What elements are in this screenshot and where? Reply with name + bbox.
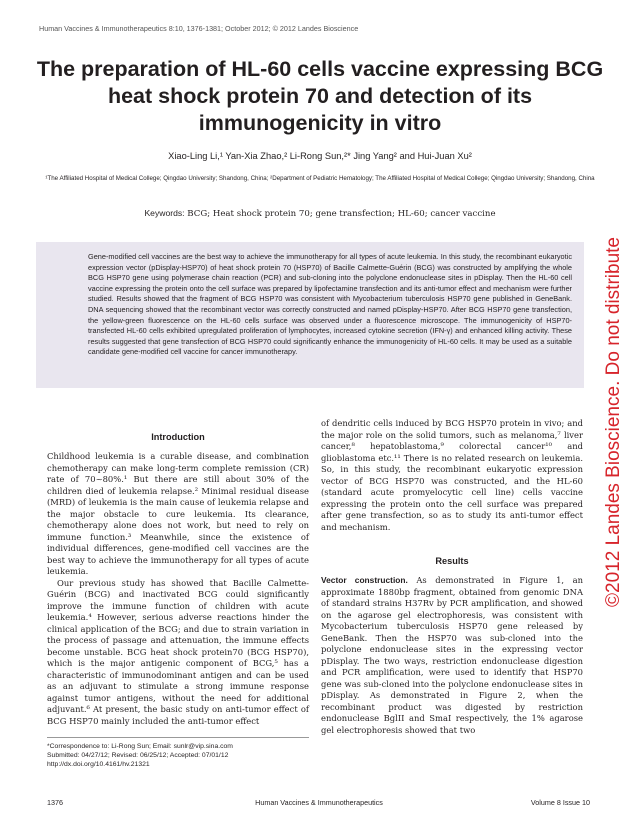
keywords <box>40 208 600 219</box>
intro-paragraph-2: Our previous study has showed that Bacille Calmette-Guérin (BCG) and inactivated BCG could significantly improve the immune function of children with acute leukemia.⁴ However, serious adverse reactions hinder the clinical application of the BCG; and due to strain variation in the process of passage and attenuation, the immune effects become unstable. BCG heat shock protein70 (BCG HSP70), which is the major antigenic component of BCG,⁵ has a characteristic of immunodominant antigen and can be used as an adjuvant to stimulate a strong immune response against tumor antigens, without the need for additional adjuvant.⁶ At present, the basic study on anti-tumor effect of BCG HSP70 mainly included the anti-tumor effect <box>47 577 309 726</box>
correspondence-line: *Correspondence to: Li-Rong Sun; Email: sunlr@vip.sina.com <box>47 743 233 750</box>
running-head: Human Vaccines & Immunotherapeutics 8:10, 1376-1381; October 2012; © 2012 Landes Bioscience <box>39 24 359 33</box>
results-lead: Vector construction. <box>321 575 408 585</box>
author-list: Xiao-Ling Li,¹ Yan-Xia Zhao,² Li-Rong Sun,²* Jing Yang² and Hui-Juan Xu² <box>168 151 472 161</box>
correspondence-footnote <box>47 742 587 770</box>
copyright-watermark <box>594 212 634 632</box>
abstract-box: Gene-modified cell vaccines are the best way to achieve the immunotherapy for all types of acute leukemia. In this study, the recombinant eukaryotic expression vector (pDisplay-HSP70) of heat shock protein 70 (HSP70) of Bacille Calmette-Guérin (BCG) was constructed by amplifying the whole BCG HSP70 gene using polymerase chain reaction (PCR) and sub-cloning into the polyclone endonuclease sites in pDisplay. Then the HL-60 cell vaccine expressing the protein onto the cell surface was prepared by lipofectamine transfection and its anti-tumor effect and mechanism were further studied. Results showed that the fragment of BCG HSP70 was consistent with Mycobacterium tuberculosis HSP70 gene published in GeneBank. DNA sequencing showed that the recombinant vector was correctly constructed and named pDisplay-HSP70. After BCG HSP70 gene transfection, the yellow-green fluorescence on the HL-60 cells surface was observed under a fluorescence microscope. The immunogenicity of HSP70-transfected HL-60 cells exhibited upregulated proliferation of lymphocytes, increased cytokine secretion (IFN-γ) and enhanced killing activity. These results suggested that gene transfection of BCG HSP70 could significantly enhance the immunogenicity of HL-60 cells. It may be used as a suitable candidate gene-modified cell vaccine for cancer immunotherapy. <box>36 242 584 388</box>
left-column <box>47 451 309 727</box>
footer-journal: Human Vaccines & Immunotherapeutics <box>255 798 383 807</box>
page-number: 1376 <box>47 798 63 807</box>
article-title: The preparation of HL-60 cells vaccine expressing BCG heat shock protein 70 and detection of its immunogenicity in vitro <box>36 57 604 135</box>
right-column-bottom <box>321 575 583 736</box>
dates-line: Submitted: 04/27/12; Revised: 06/25/12; Accepted: 07/01/12 <box>47 752 229 760</box>
introduction-heading: Introduction <box>151 432 205 442</box>
intro-paragraph-1: Childhood leukemia is a curable disease, and combination chemotherapy can make long-term complete remission (CR) rate of 70~80%.¹ But there are still about 30% of the children died of leukemia relapse.² Minimal residual disease (MRD) of leukemia is the main cause of leukemia relapse and the major obstacle to cure leukemia. Its clearance, chemotherapy alone does not work, but need to rely on immune function.³ Meanwhile, since the existence of individual differences, gene-modified cell vaccines are the best way to achieve the immunotherapy for all types of acute leukemia. <box>47 451 309 576</box>
results-paragraph <box>321 575 583 736</box>
intro-continued: of dendritic cells induced by BCG HSP70 protein in vivo; and the major role on the solid tumors, such as melanoma,⁷ liver cancer,⁸ hepatoblastoma,⁹ colorectal cancer¹⁰ and glioblastoma etc.¹¹ There is no related research on leukemia. So, in this study, the recombinant eukaryotic expression vector of BCG HSP70 was constructed, and the HL-60 (standard acute promyelocytic cell line) cells vaccine expressing the protein onto the cell surface was prepared after gene transfection, so as to study its anti-tumor effect and mechanism. <box>321 418 583 532</box>
right-column-top <box>321 418 583 533</box>
footer-issue: Volume 8 Issue 10 <box>530 798 590 807</box>
doi-link[interactable]: http://dx.doi.org/10.4161/hv.21321 <box>47 761 150 769</box>
results-text: As demonstrated in Figure 1, an approximate 1880bp fragment, obtained from genomic DNA of standard strains H37Rv by PCR amplification, and showed on the agarose gel electrophoresis, was consistent with Mycobacterium tuberculosis HSP70 gene released by GeneBank. Then the HSP70 was sub-cloned into the polyclone endonuclease sites in the expressing vector pDisplay. The two ways, restriction endonuclease digestion and PCR amplification, were used to identify that HSP70 gene was sub-cloned into the polyclone endonuclease sites in pDisplay. As demonstrated in Figure 2, when the recombinant product was digested by restriction endonuclease BglII and SmaI respectively, the 1% agarose gel electrophoresis showed that two <box>321 575 583 735</box>
affiliations: ¹The Affiliated Hospital of Medical College; Qingdao University; Shandong, China; ²Department of Pediatric Hematology; The Affiliated Hospital of Medical College; Qingdao University; Shandong, China <box>45 175 595 182</box>
keywords-label: Keywords: <box>144 208 185 218</box>
keywords-text: BCG; Heat shock protein 70; gene transfection; HL-60; cancer vaccine <box>187 209 496 219</box>
footnote-divider <box>47 737 309 738</box>
results-heading: Results <box>435 556 469 566</box>
watermark-text: ©2012 Landes Bioscience. Do not distribute <box>603 237 624 607</box>
